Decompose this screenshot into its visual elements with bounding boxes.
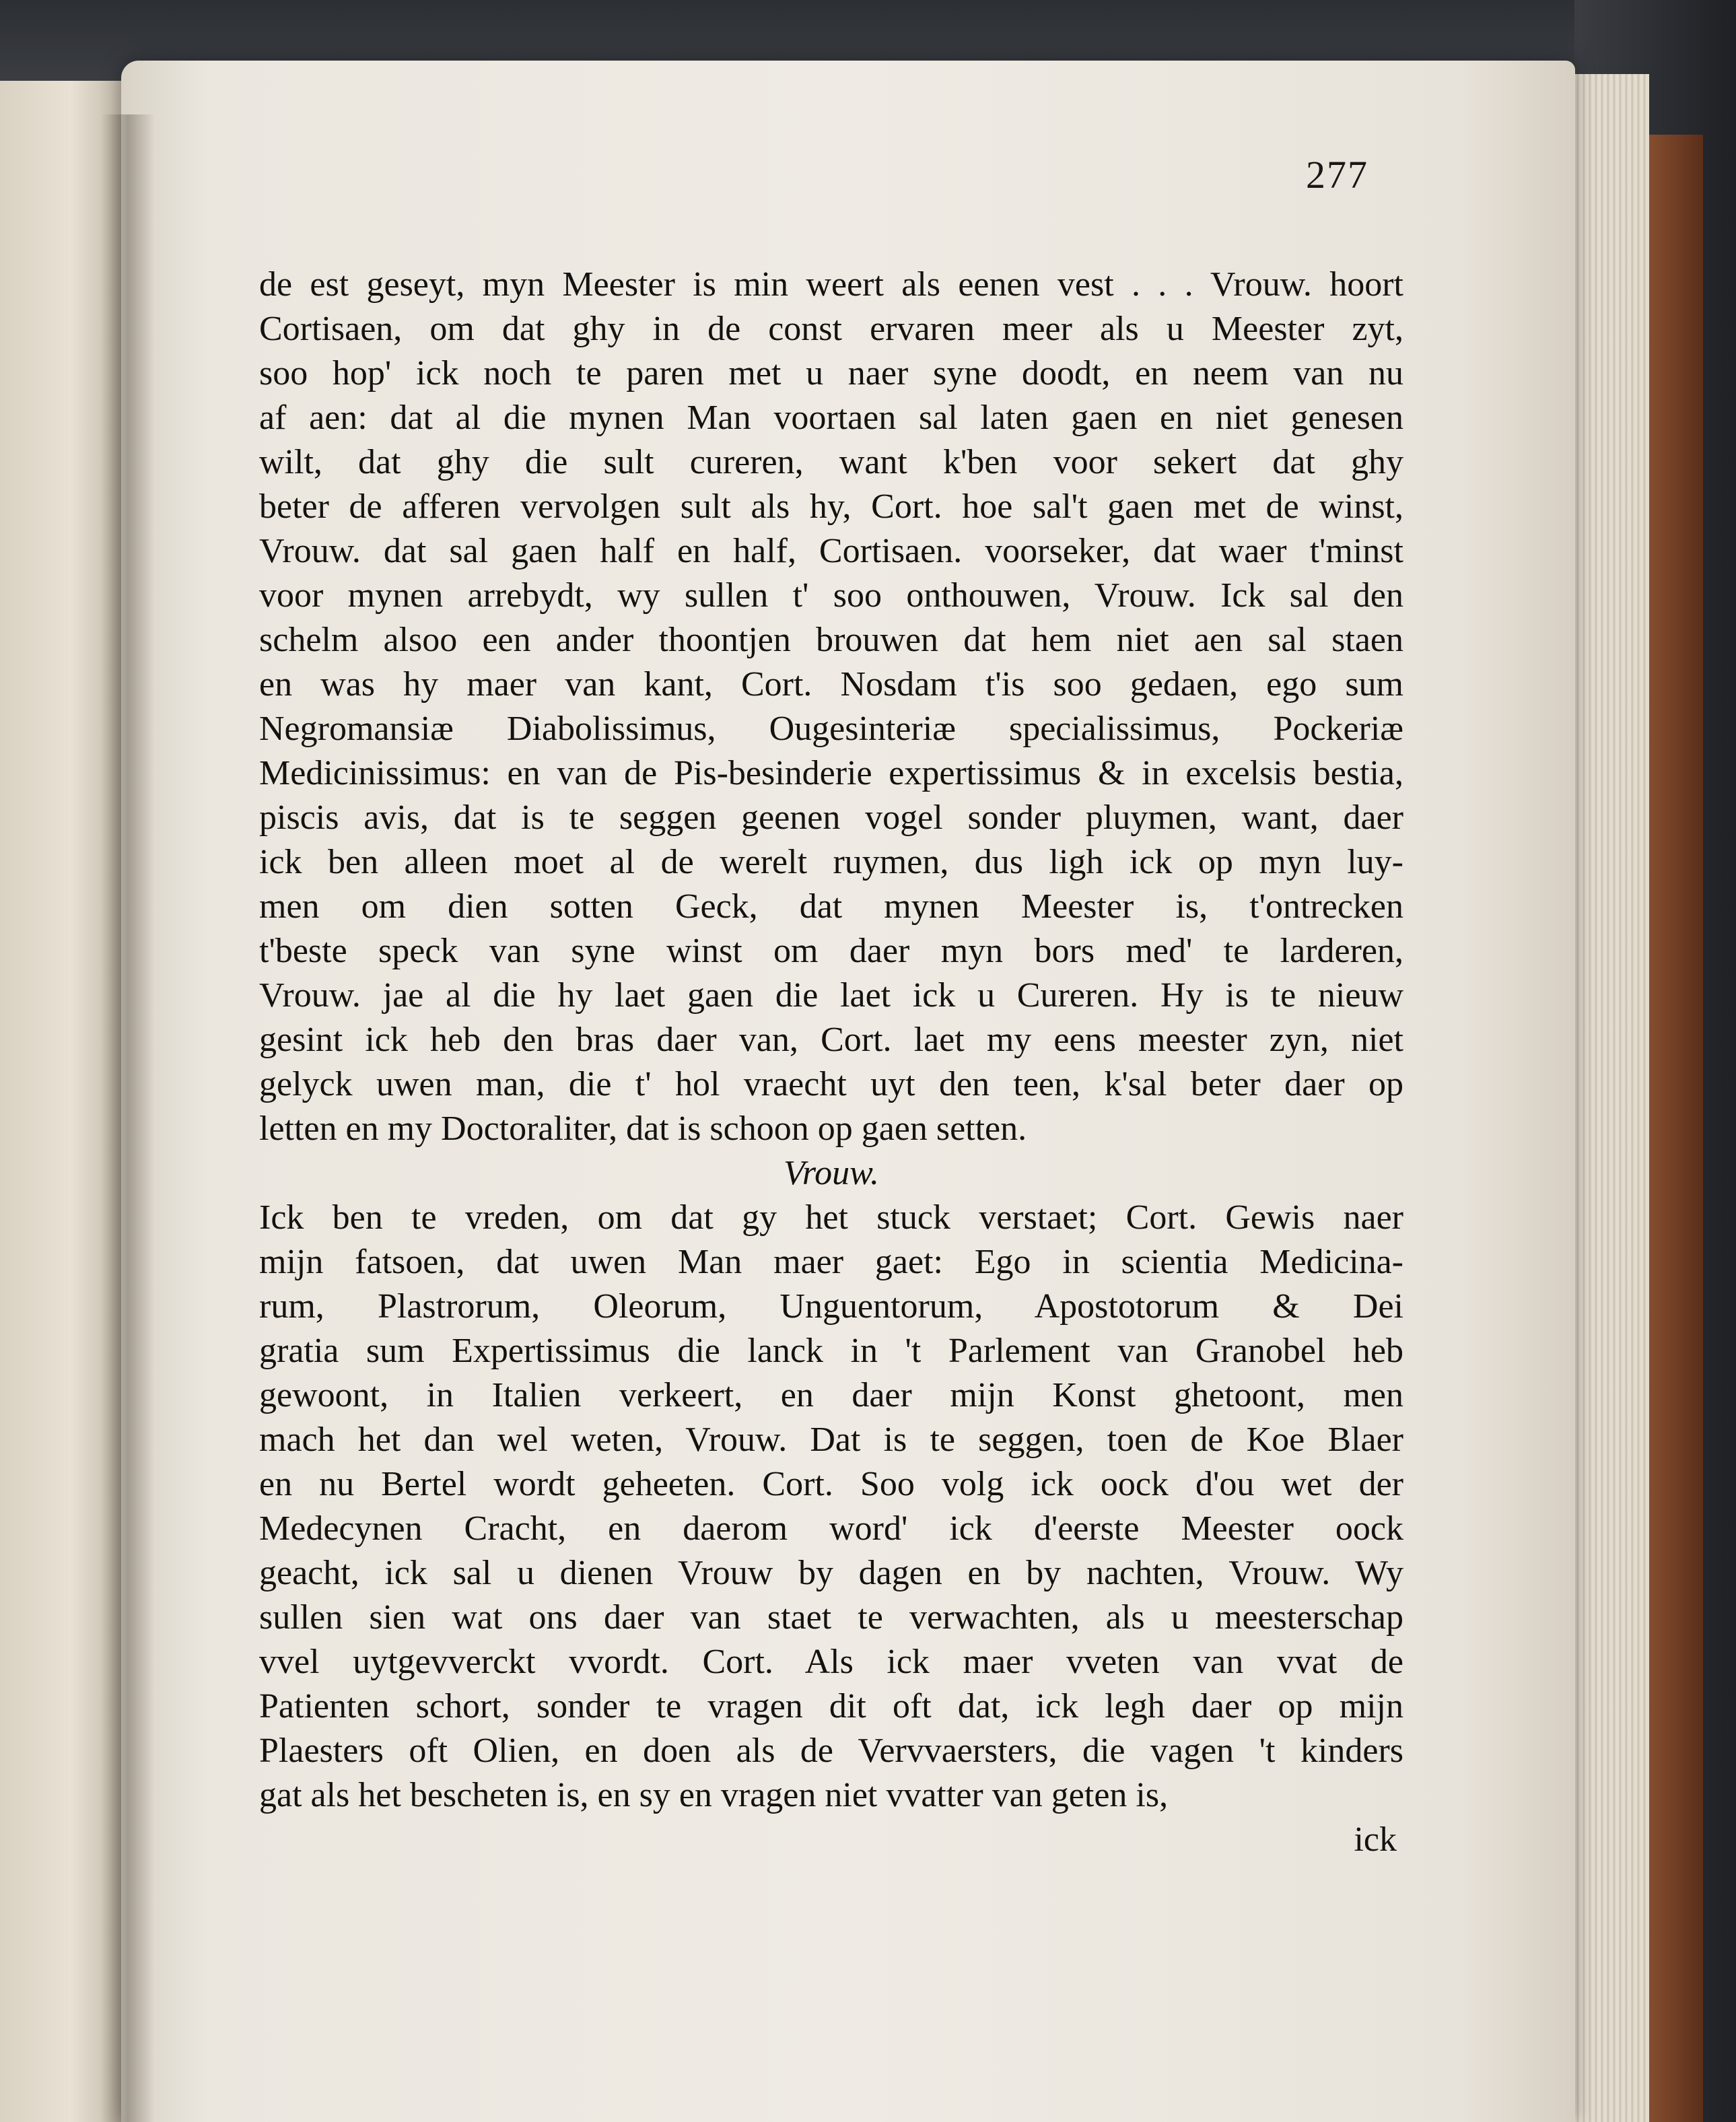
- text-line: af aen: dat al die mynen Man voortaen sal laten gaen en niet genesen: [259, 399, 1403, 437]
- text-line: soo hop' ick noch te paren met u naer syne doodt, en neem van nu: [259, 354, 1403, 392]
- page-number: 277: [1306, 153, 1368, 197]
- book-page: [121, 61, 1575, 2122]
- text-line: Negromansiæ Diabolissimus, Ougesinteriæ specialissimus, Pockeriæ: [259, 710, 1403, 748]
- text-line: voor mynen arrebydt, wy sullen t' soo onthouwen, Vrouw. Ick sal den: [259, 576, 1403, 615]
- text-line: wilt, dat ghy die sult cureren, want k'ben voor sekert dat ghy: [259, 443, 1403, 481]
- text-line: Vrouw. jae al die hy laet gaen die laet ick u Cureren. Hy is te nieuw: [259, 976, 1403, 1015]
- text-line: piscis avis, dat is te seggen geenen vogel sonder pluymen, want, daer: [259, 798, 1403, 837]
- text-line: Patienten schort, sonder te vragen dit oft dat, ick legh daer op mijn: [259, 1687, 1403, 1725]
- text-line: gesint ick heb den bras daer van, Cort. laet my eens meester zyn, niet: [259, 1021, 1403, 1059]
- text-line: schelm alsoo een ander thoontjen brouwen dat hem niet aen sal staen: [259, 621, 1403, 659]
- catchword: ick: [1354, 1820, 1397, 1859]
- text-line: mijn fatsoen, dat uwen Man maer gaet: Ego in scientia Medicina-: [259, 1243, 1403, 1281]
- section-heading: Vrouw.: [783, 1154, 880, 1192]
- text-line: letten en my Doctoraliter, dat is schoon op gaen setten.: [259, 1109, 1027, 1148]
- text-block: [259, 263, 1403, 1862]
- text-line: Medecynen Cracht, en daerom word' ick d'eerste Meester oock: [259, 1509, 1403, 1548]
- text-line: mach het dan wel weten, Vrouw. Dat is te seggen, toen de Koe Blaer: [259, 1421, 1403, 1459]
- text-line: men om dien sotten Geck, dat mynen Meester is, t'ontrecken: [259, 887, 1403, 926]
- text-line: gelyck uwen man, die t' hol vraecht uyt den teen, k'sal beter daer op: [259, 1065, 1403, 1103]
- text-line: Cortisaen, om dat ghy in de const ervaren meer als u Meester zyt,: [259, 310, 1403, 348]
- text-line: geacht, ick sal u dienen Vrouw by dagen en by nachten, Vrouw. Wy: [259, 1554, 1403, 1592]
- text-line: Plaesters oft Olien, en doen als de Vervvaersters, die vagen 't kinders: [259, 1732, 1403, 1770]
- text-line: gratia sum Expertissimus die lanck in 't Parlement van Granobel heb: [259, 1332, 1403, 1370]
- text-line: gewoont, in Italien verkeert, en daer mijn Konst ghetoont, men: [259, 1376, 1403, 1414]
- text-line: de est geseyt, myn Meester is min weert als eenen vest . . . Vrouw. hoort: [259, 265, 1403, 304]
- text-line: Vrouw. dat sal gaen half en half, Cortisaen. voorseker, dat waer t'minst: [259, 532, 1403, 570]
- paragraph-2: [259, 1196, 1403, 1818]
- paragraph-1: [259, 263, 1403, 1151]
- spine-shadow: [101, 114, 155, 2122]
- text-line: rum, Plastrorum, Oleorum, Unguentorum, Apostotorum & Dei: [259, 1287, 1403, 1326]
- text-line: Medicinissimus: en van de Pis-besinderie expertissimus & in excelsis bestia,: [259, 754, 1403, 792]
- text-line: sullen sien wat ons daer van staet te verwachten, als u meesterschap: [259, 1598, 1403, 1637]
- text-line: ick ben alleen moet al de werelt ruymen, dus ligh ick op myn luy-: [259, 843, 1403, 881]
- text-line: beter de afferen vervolgen sult als hy, Cort. hoe sal't gaen met de winst,: [259, 487, 1403, 526]
- text-line: t'beste speck van syne winst om daer myn bors med' te larderen,: [259, 932, 1403, 970]
- text-line: gat als het bescheten is, en sy en vragen niet vvatter van geten is,: [259, 1776, 1169, 1814]
- text-line: en was hy maer van kant, Cort. Nosdam t'is soo gedaen, ego sum: [259, 665, 1403, 704]
- text-line: en nu Bertel wordt geheeten. Cort. Soo volg ick oock d'ou wet der: [259, 1465, 1403, 1503]
- text-line: Ick ben te vreden, om dat gy het stuck verstaet; Cort. Gewis naer: [259, 1198, 1403, 1237]
- text-line: vvel uytgevverckt vvordt. Cort. Als ick maer vveten van vvat de: [259, 1643, 1403, 1681]
